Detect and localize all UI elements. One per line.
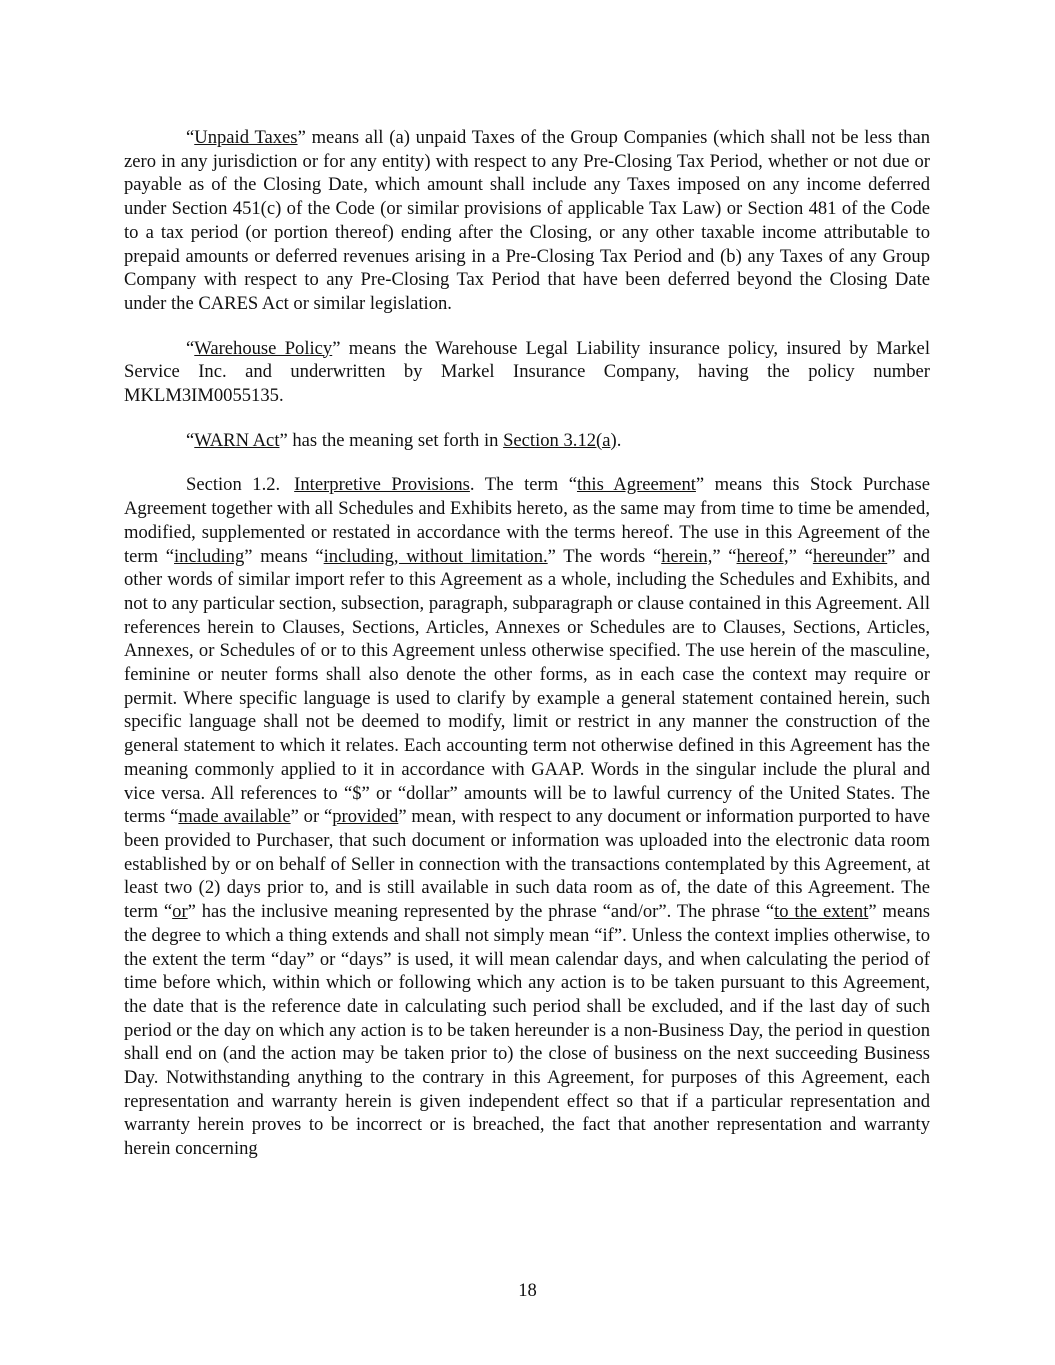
defined-term: this Agreement <box>576 474 696 496</box>
section-number: Section 1.2. <box>186 474 281 496</box>
defined-term-warn-act: WARN Act <box>194 429 280 451</box>
text-run: . The term “ <box>469 474 577 496</box>
defined-term: or <box>172 901 188 923</box>
defined-term: provided <box>332 806 399 828</box>
text-run: ” means this Stock Purchase Agreement together with all Schedules and Exhibits hereto, as the same may from time to time be amended, modified, supplemented or restated in accordance with the terms hereof. The use in this Agreement of the term “ <box>124 474 930 567</box>
defined-term: hereof, <box>736 545 789 567</box>
document-page <box>124 126 930 1182</box>
definition-warehouse-policy <box>124 337 930 408</box>
section-1-2-interpretive-provisions <box>124 473 930 1160</box>
open-quote: “ <box>186 429 195 451</box>
text-run: ” mean, with respect to any document or information purported to have been provided to Purchaser, that such document or information was uploaded into the electronic data room established by or on behalf of Seller in connection with the transactions contemplated by this Agreement, at least two (2) days prior to, and is still available in such data room as of, the date of this Agreement. The term “ <box>124 806 930 923</box>
text-run: ” has the inclusive meaning represented by the phrase “and/or”. The phrase “ <box>187 901 775 923</box>
definition-end: . <box>616 429 622 451</box>
defined-term: herein, <box>661 545 713 567</box>
text-run: ” “ <box>712 545 737 567</box>
definition-text: ” means all (a) unpaid Taxes of the Group Companies (which shall not be less than zero in any jurisdiction or for any entity) with respect to any Pre-Closing Tax Period, whether or not due or payable as of the Closing Date, which amount shall include any Taxes imposed on any income deferred under Section 451(c) of the Code (or similar provisions of applicable Tax Law) or Section 481 of the Code to a tax period (or portion thereof) ending after the Closing, or any other taxable income attributable to prepaid amounts or deferred revenues arising in a Pre-Closing Tax Period and (b) any Taxes of any Group Company with respect to any Pre-Closing Tax Period that have been deferred beyond the Closing Date under the CARES Act or similar legislation. <box>124 127 930 314</box>
text-run: ” means “ <box>244 545 324 567</box>
definition-text: ” means the Warehouse Legal Liability insurance policy, insured by Markel Service Inc. and underwritten by Markel Insurance Company, having the policy number MKLM3IM0055135. <box>124 337 930 407</box>
definition-unpaid-taxes <box>124 126 930 316</box>
defined-term: including <box>174 545 245 567</box>
defined-term: made available <box>178 806 291 828</box>
section-reference: Section 3.12(a) <box>503 429 617 451</box>
defined-term: to the extent <box>774 901 869 923</box>
text-run: ” “ <box>788 545 813 567</box>
open-quote: “ <box>186 337 195 359</box>
text-run: ” and other words of similar import refer to this Agreement as a whole, including the Schedules and Exhibits, and not to any particular section, subsection, paragraph, subparagraph or clause contained in this Agreement. All references herein to Clauses, Sections, Articles, Annexes or Schedules are to Clauses, Sections, Articles, Annexes, or Schedules of or to this Agreement unless otherwise specified. The use herein of the masculine, feminine or neuter forms shall also denote the other forms, as in each case the context may require or permit. Where specific language is used to clarify by example a general statement contained herein, such specific language shall not be deemed to modify, limit or restrict in any manner the construction of the general statement to which it relates. Each accounting term not otherwise defined in this Agreement has the meaning commonly applied to it in accordance with GAAP. Words in the singular include the plural and vice versa. All references to “$” or “dollar” amounts will be to lawful currency of the United States. The terms “ <box>124 545 930 828</box>
defined-term-warehouse-policy: Warehouse Policy <box>194 337 333 359</box>
definition-text: ” has the meaning set forth in <box>279 429 504 451</box>
defined-term: hereunder <box>812 545 888 567</box>
defined-term: including, without limitation. <box>323 545 548 567</box>
text-run: ” The words “ <box>547 545 662 567</box>
defined-term-unpaid-taxes: Unpaid Taxes <box>194 127 298 148</box>
definition-warn-act <box>124 429 930 453</box>
text-run: ” means the degree to which a thing extends and shall not simply mean “if”. Unless the context implies otherwise, to the extent the term “day” or “days” is used, it will mean calendar days, and when calculating the period of time before which, within which or following which any action is to be taken pursuant to this Agreement, the date that is the reference date in calculating such period shall be excluded, and if the last day of such period or the day on which any action is to be taken hereunder is a non-Business Day, the period in question shall end on (and the action may be taken prior to) the close of business on the next succeeding Business Day. Notwithstanding anything to the contrary in this Agreement, for purposes of this Agreement, each representation and warranty herein is given independent effect so that if a particular representation and warranty herein proves to be incorrect or is breached, the fact that another representation and warranty herein concerning <box>124 901 930 1160</box>
page-number: 18 <box>518 1280 537 1301</box>
section-heading: Interpretive Provisions <box>294 474 470 496</box>
text-run: ” or “ <box>290 806 333 828</box>
open-quote: “ <box>186 127 195 148</box>
